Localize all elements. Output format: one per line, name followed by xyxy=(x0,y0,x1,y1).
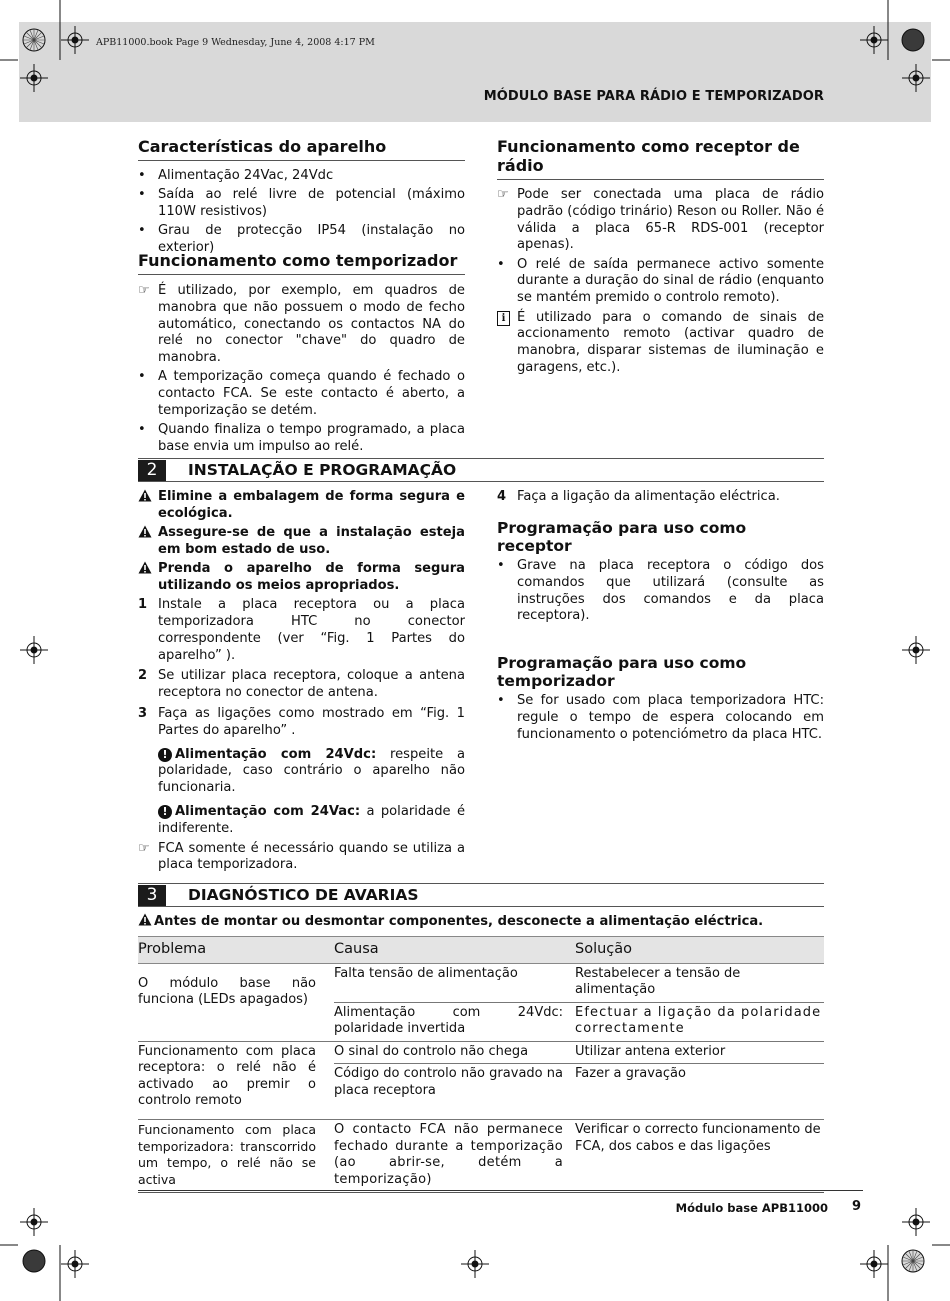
warning-triangle-icon xyxy=(138,913,152,926)
subsection-title: Programação para uso como temporizador xyxy=(497,654,747,690)
list-item: ☞ É utilizado, por exemplo, em quadros de manobra que não possuem o modo de fecho automático, conectando os contactos NA do relé no conector "chave" do quadro de manobra. xyxy=(138,283,465,366)
list-item: ☞ Pode ser conectada uma placa de rádio padrão (código trinário) Reson ou Roller. Não é válida a placa 65-R RDS-001 (receptor apenas). xyxy=(497,187,824,253)
solution-cell: Efectuar a ligação da polaridade correctamente xyxy=(575,1002,824,1041)
solution-cell: Fazer a gravação xyxy=(575,1064,824,1120)
list-item: • Saída ao relé livre de potencial (máximo 110W resistivos) xyxy=(138,187,465,220)
bullet-icon: • xyxy=(138,369,146,385)
cause-cell: Código do controlo não gravado na placa receptora xyxy=(334,1064,575,1120)
prog-temporizador-section xyxy=(497,654,824,746)
bullet-icon: • xyxy=(497,558,505,573)
exclamation-icon: ! xyxy=(158,805,172,819)
table-row xyxy=(138,1041,824,1064)
caracteristicas-section xyxy=(138,137,465,259)
warning-item: Assegure-se de que a instalação esteja em bom estado de uso. xyxy=(138,525,465,559)
section-title: Funcionamento como receptor de rádio xyxy=(497,137,824,180)
pointing-hand-icon: ☞ xyxy=(138,283,150,298)
print-info-line: APB11000.book Page 9 Wednesday, June 4, 2008 4:17 PM xyxy=(96,37,375,48)
list-item: • Grau de protecção IP54 (instalação no exterior) xyxy=(138,223,465,256)
step-item: 4 Faça a ligação da alimentação eléctrica. xyxy=(497,489,780,504)
subsection-title: Programação para uso como receptor xyxy=(497,519,747,555)
note-24vdc: ! Alimentação com 24Vdc: respeite a polaridade, caso contrário o aparelho não funcionaria. xyxy=(158,746,465,796)
section-title: Funcionamento como temporizador xyxy=(138,251,465,275)
footer-rule xyxy=(138,1190,863,1191)
cause-cell: Alimentação com 24Vdc: polaridade invertida xyxy=(334,1002,575,1041)
problem-cell: O módulo base não funciona (LEDs apagados) xyxy=(138,963,334,1041)
list-item: • Quando finaliza o tempo programado, a placa base envia um impulso ao relé. xyxy=(138,422,465,455)
warning-item: Prenda o aparelho de forma segura utilizando os meios apropriados. xyxy=(138,561,465,595)
list-item: • O relé de saída permanece activo somente durante a duração do sinal de rádio (enquanto se mantém premido o controlo remoto). xyxy=(497,256,824,306)
prog-receptor-section xyxy=(497,519,824,628)
warning-item: Elimine a embalagem de forma segura e ecológica. xyxy=(138,489,465,523)
problem-cell: Funcionamento com placa receptora: o relé não é activado ao premir o controlo remoto xyxy=(138,1041,334,1120)
section-number: 3 xyxy=(138,885,166,906)
list-item: • Se for usado com placa temporizadora HTC: regule o tempo de espera colocando em funcionamento o potenciómetro da placa HTC. xyxy=(497,693,824,742)
section-heading: DIAGNÓSTICO DE AVARIAS xyxy=(188,886,419,904)
bullet-icon: • xyxy=(138,168,146,183)
installation-right-column xyxy=(497,489,824,508)
column-header: Problema xyxy=(138,937,334,964)
info-icon: i xyxy=(497,310,517,327)
warning-triangle-icon xyxy=(138,489,158,507)
cause-cell: O contacto FCA não permanece fechado durante a temporização (ao abrir-se, detém a temporização) xyxy=(334,1120,575,1193)
pointing-hand-icon: ☞ xyxy=(138,840,150,856)
column-header: Solução xyxy=(575,937,824,964)
solution-cell: Verificar o correcto funcionamento de FCA, dos cabos e das ligações xyxy=(575,1120,824,1193)
step-item: 1 Instale a placa receptora ou a placa temporizadora HTC no conector correspondente (ver “Fig. 1 Partes do aparelho” ). xyxy=(138,597,465,663)
table-row xyxy=(138,1120,824,1193)
step-item: 3 Faça as ligações como mostrado em “Fig. 1 Partes do aparelho” . xyxy=(138,706,465,738)
solution-cell: Restabelecer a tensão de alimentação xyxy=(575,963,824,1002)
note-24vac: ! Alimentação com 24Vac: a polaridade é indiferente. xyxy=(158,804,465,836)
section-3-banner xyxy=(138,883,824,907)
list-item: i É utilizado para o comando de sinais de accionamento remoto (activar quadro de manobra, disparar sistemas de iluminação e garagens, etc.). xyxy=(497,310,824,377)
list-item: • Grave na placa receptora o código dos comandos que utilizará (consulte as instruções dos comandos e da placa receptora). xyxy=(497,558,824,624)
problem-cell: Funcionamento com placa temporizadora: transcorrido um tempo, o relé não se activa xyxy=(138,1120,334,1193)
bullet-icon: • xyxy=(497,693,505,708)
table-row xyxy=(138,963,824,1002)
bullet-icon: • xyxy=(497,256,505,272)
table-header-row xyxy=(138,937,824,964)
section-title: Características do aparelho xyxy=(138,137,465,161)
running-header: MÓDULO BASE PARA RÁDIO E TEMPORIZADOR xyxy=(483,89,824,104)
exclamation-icon: ! xyxy=(158,748,172,762)
page-number: 9 xyxy=(852,1199,862,1214)
cause-cell: O sinal do controlo não chega xyxy=(334,1041,575,1064)
bullet-icon: • xyxy=(138,422,146,438)
list-item: ☞ FCA somente é necessário quando se utiliza a placa temporizadora. xyxy=(138,840,465,873)
list-item: • A temporização começa quando é fechado o contacto FCA. Se este contacto é aberto, a temporização se detém. xyxy=(138,369,465,419)
section-number: 2 xyxy=(138,460,166,481)
warning-triangle-icon xyxy=(138,525,158,543)
section-heading: INSTALAÇÃO E PROGRAMAÇÃO xyxy=(188,461,457,479)
bullet-icon: • xyxy=(138,187,146,203)
bullet-icon: • xyxy=(138,223,146,239)
warning-triangle-icon xyxy=(138,561,158,579)
section-2-banner xyxy=(138,458,824,482)
cause-cell: Falta tensão de alimentação xyxy=(334,963,575,1002)
solution-cell: Utilizar antena exterior xyxy=(575,1041,824,1064)
step-item: 2 Se utilizar placa receptora, coloque a antena receptora no conector de antena. xyxy=(138,668,465,701)
list-item: • Alimentação 24Vac, 24Vdc xyxy=(138,168,334,183)
column-header: Causa xyxy=(334,937,575,964)
receptor-section xyxy=(497,137,824,379)
footer-label: Módulo base APB11000 xyxy=(675,1201,828,1215)
pointing-hand-icon: ☞ xyxy=(497,187,509,202)
temporizador-section xyxy=(138,251,465,458)
installation-left-column xyxy=(138,489,465,877)
diagnostic-table xyxy=(138,936,824,1193)
diagnostic-warning: Antes de montar ou desmontar componentes, desconecte a alimentação eléctrica. xyxy=(138,913,763,929)
